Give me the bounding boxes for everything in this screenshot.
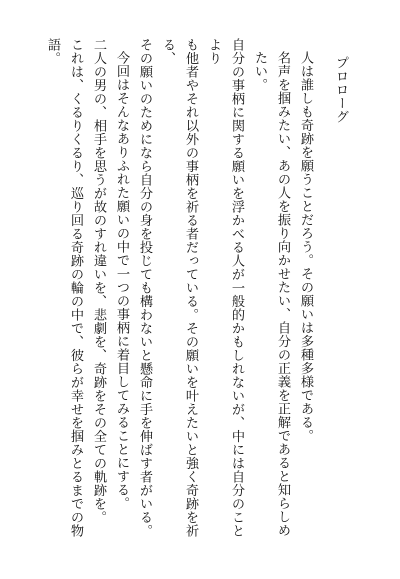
- vertical-text-body: [41, 38, 352, 548]
- chapter-title: プロローグ: [333, 56, 348, 124]
- paragraph-4: も他者やそれ以外の事柄を祈る者だっている。その願いを叶えたいと強く奇跡を祈る、: [160, 38, 198, 538]
- paragraph-3: 自分の事柄に関する願いを浮かべる人が一般的かもしれないが、中には自分のことより: [206, 38, 244, 538]
- paragraph-1: 人は誰しも奇跡を願うことだろう。その願いは多種多様である。: [298, 51, 313, 443]
- paragraph-5: その願いのためになら自分の身を投じても構わないと懸命に手を伸ばす者がいる。: [137, 38, 152, 538]
- paragraph-6: 今回はそんなありふれた願いの中で一つの事柄に着目してみることにする。: [114, 51, 129, 510]
- paragraph-7: 二人の男の、相手を思うが故のすれ違いを、悲劇を、奇跡をその全ての軌跡を。: [91, 38, 106, 524]
- paragraph-8: これは、くるりくるり、巡り回る奇跡の輪の中で、彼らが幸せを掴みとるまでの物語。: [45, 38, 83, 538]
- paragraph-2: 名声を掴みたい、あの人を振り向かせたい、自分の正義を正解であると知らしめたい。: [252, 51, 290, 537]
